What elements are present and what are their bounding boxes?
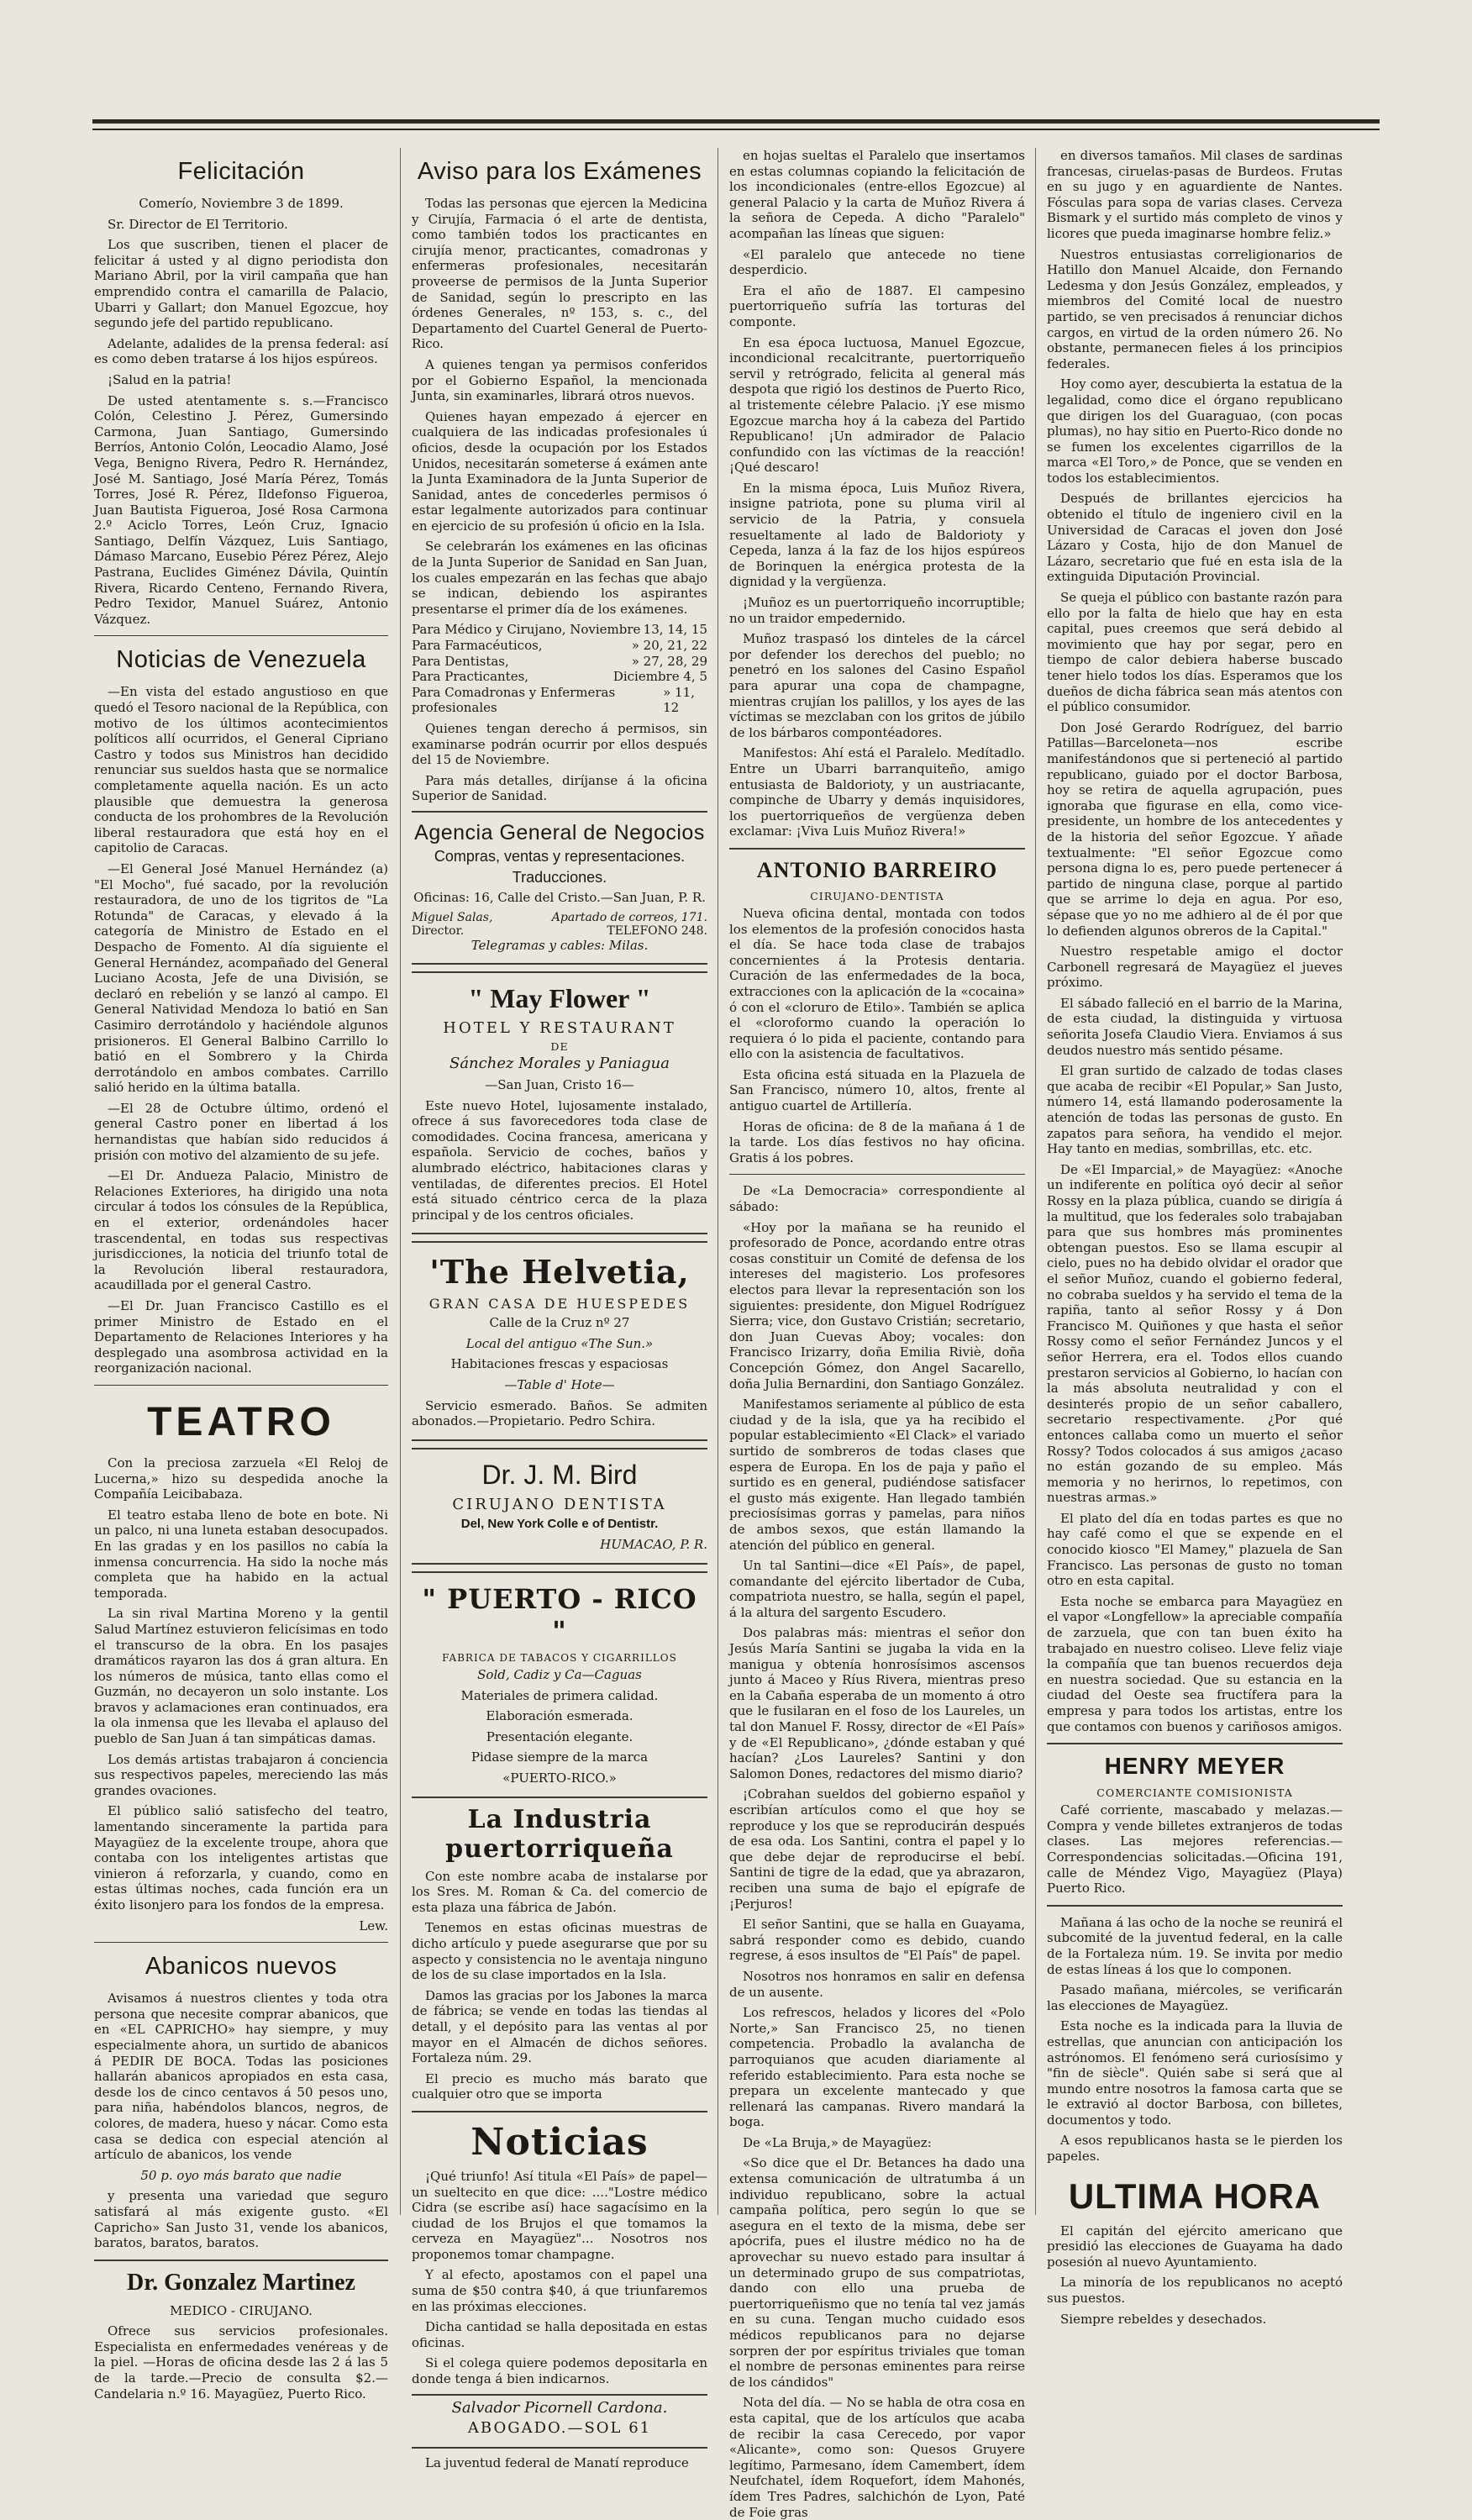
agencia-right1: Apartado de correos, 171.: [551, 910, 707, 924]
cont-p12: Esta noche se embarca para Mayagüez en el vapor «Longfellow» la apreciable compañía de zarzuela, que con tan buen éxito ha trabajado en nuestro coliseo. Lleve feliz viaje la compañía que tan buenos recuerdos deja en nuestra sociedad. Que su estancia en la ciudad del Oeste sea fructífera para la empresa y para todos los artistas, entre los que contamos con buenos y cariñosos amigos.: [1047, 1593, 1343, 1734]
abanicos-p1: Avisamos á nuestros clientes y toda otra persona que necesite comprar abanicos, que en «EL CAPRICHO» hay siempre, y muy especialmente ahora, un surtido de abanicos á PEDIR DE BOCA. Todas las posiciones hallarán abanicos apropiados en esta casa, desde los de cinco centavos á 50 pesos uno, para niña, habéndolos blancos, negros, de colores, de madera, hueso y nácar. Como esta casa se dedica con especial atención al artículo de abanicos, los vende: [94, 1991, 388, 2163]
venezuela-p5: —El Dr. Juan Francisco Castillo es el primer Ministro de Estado en el Departamento de Relaciones Interiores y ha desplegado una asombrosa actividad en la reorganización nacional.: [94, 1298, 388, 1376]
bird-l2: HUMACAO, P. R.: [600, 1537, 707, 1553]
gonzalez-heading: Dr. Gonzalez Martinez: [127, 2269, 355, 2296]
cont-p5: Se queja el público con bastante razón para ello por la falta de hielo que hay en esta capital, pues creemos que será debido al movimiento que hay por segar, pero en tiempo de calor debiera haberse buscado tener hielo todos los días. Esperamos que los dueños de dicha fábrica sean más atentos con el público consumidor.: [1047, 590, 1343, 715]
bruja-p3: Nota del día. — No se habla de otra cosa en esta capital, que de los artículos que acaba de recibir la casa Cerecedo, por vapor «Alicante», como son: Quesos Gruyere legítimo, Parmesano, ídem Camembert, ídem Neufchatel, ídem Roquefort, ídem Mahonés, ídem Tres Padres, salchichón de Lyon, Paté de Foie gras: [729, 2395, 1025, 2520]
felicitacion-signatories: De usted atentamente s. s.—Francisco Colón, Celestino J. Pérez, Gumersindo Carmona, Juan Santiago, Gumersindo Berríos, Antonio Colón, Leocadio Alamo, José Vega, Benigno Rivera, Pedro R. Hernández, José M. Santiago, José María Pérez, Tomás Torres, José R. Pérez, Ildefonso Figueroa, Juan Bautista Figueroa, José Rosa Carmona 2.º Aciclo Torres, León Cruz, Ignacio Santiago, Delfín Vázquez, Luis Santiago, Dámaso Marcano, Eusebio Pérez Pérez, Alejo Pastrana, Euclides Giménez Dávila, Quintín Rivera, Ricardo Centeno, Fernando Rivera, Pedro Texidor, Manuel Suárez, Antonio Vázquez.: [94, 392, 388, 627]
column-3: [729, 148, 1025, 2520]
schedule-row: Para Practicantes, Diciembre 4, 5: [412, 669, 707, 685]
felicitacion-p2: Adelante, adalides de la prensa federal: así es como deben tratarse á los hijos espúreos.: [94, 335, 388, 367]
democracia-p2: «Hoy por la mañana se ha reunido el profesorado de Ponce, acordando entre otras cosas constituir un Comité de defensa de los intereses del magisterio. Los profesores electos para llevar la representación son los siguientes: presidente, don Miguel Rodríguez Sierra; vice, don Gustavo Cristián; secretario, don Juan Cuevas Aboy; vocales: don Francisco Irizarry, doña Emilia Riviè, doña Concepción Gómez, don Angel Sacarello, doña Julia Bernardini, don Santiago González.: [729, 1219, 1025, 1392]
barreiro-sub: CIRUJANO-DENTISTA: [810, 889, 944, 902]
agencia-heading: Agencia General de Negocios: [414, 820, 705, 844]
helvetia-l4: —Table d' Hote—: [504, 1377, 615, 1393]
cont-p6: Don José Gerardo Rodríguez, del barrio Patillas—Barceloneta—nos escribe manifestándonos que si perteneció al partido republicano, guiado por el doctor Barbosa, hoy se retira de aquella agrupación, pues ignoraba que figurase en ella, como vice-presidente, un hombre de los antecedentes y de la historia del señor Egozcue. Y añade textualmente: "El señor Egozcue como persona digna lo es, pero puede pertenecer á partido de ninguna clase, porque al partido que se arrime lo deja en agua. Por eso, sépase que yo no me adhiero al de él por que lo defienden algunos obreros de la Capital.": [1047, 719, 1343, 939]
intro-p6: ¡Muñoz es un puertorriqueño incorruptible; no un traidor empedernido.: [729, 595, 1025, 626]
meyer-heading: HENRY MEYER: [1104, 1753, 1285, 1780]
agencia-line4: Telegramas y cables: Milas.: [471, 937, 649, 953]
santini-p4: El señor Santini, que se halla en Guayama, sabrá responder como es debido, cuando regrese, á esos insultos de "El País" de papel.: [729, 1917, 1025, 1964]
intro-p5: En la misma época, Luis Muñoz Rivera, insigne patriota, pone su pluma viril al servicio de la Patria, y consuela resueltamente al lado de Baldorioty y Cepeda, lanza á la faz de los hijos espúreos de Borinquen la enérgica protesta de la dignidad y la vergüenza.: [729, 480, 1025, 590]
cont-p10: De «El Imparcial,» de Mayagüez: «Anoche un indiferente en política oyó decir al señor Rossy en la plaza pública, cuando se dirigía á la multitud, que los federales solo trabajaban para que sus hombres más prominentes obtengan puestos. Eso se llama escupir al cielo, pues no ha debido olvidar el orador que el señor Muñoz, cuando el gobierno federal, no cobraba sueldos y ha servido el tema de la rapiña, tanto al señor Rossy y á Don Francisco M. Quiñones y que hasta el señor Rossy como el señor Fernández Juncos y el señor Herrera, era el. Todos ellos cuando prestaron servicios al Gobierno, lo hacían con la más absoluta neutralidad y con el desinterés propio de un señor caballero, secretario respectivamente. ¿Por qué entonces callaba como un muerto el señor Rossy? Todos colocados á sus amigos ¿acaso no están gozando de su empleo. Más memoria y no herirnos, lo repetimos, con nuestras armas.»: [1047, 1161, 1343, 1506]
teatro-p1: Con la preciosa zarzuela «El Reloj de Lucerna,» hizo su despedida anoche la Compañía Leicibabaza.: [94, 1455, 388, 1502]
column-divider: [1035, 148, 1036, 2215]
puertorico-l3: Elaboración esmerada.: [486, 1708, 633, 1724]
barreiro-p2: Esta oficina está situada en la Plazuela de San Francisco, número 10, altos, frente al antiguo cuartel de Artillería.: [729, 1066, 1025, 1114]
intro-p4: En esa época luctuosa, Manuel Egozcue, incondicional recalcitrante, puertorriqueño servil y retrógrado, felicita al general más despota que rigió los destinos de Puerto Rico, al tristemente célebre Palacio. ¡Y ese mismo Egozcue marcha hoy á la cabeza del Partido Republicano! ¡Un admirador de Palacio confundido con las víctimas de la reacción! ¡Qué descaro!: [729, 334, 1025, 476]
picornell-address: ABOGADO.—SOL 61: [467, 2419, 652, 2438]
puertorico-l2: Materiales de primera calidad.: [460, 1687, 659, 1703]
helvetia-l3: Habitaciones frescas y espaciosas: [450, 1356, 669, 1372]
intro-p2: «El paralelo que antecede no tiene desperdicio.: [729, 246, 1025, 278]
intro-p7: Muñoz traspasó los dinteles de la cárcel por defender los derechos del pueblo; no penetró en los salones del Casino Español para apurar una copa de champagne, mientras crujían los palillos, y los ayes de las víctimas se mezclaban con los gritos de júbilo de los bárbaros compontéadores.: [729, 631, 1025, 740]
exam-schedule: [412, 622, 707, 716]
separator: [94, 2260, 388, 2261]
bird-ad: [412, 1448, 707, 1565]
gonzalez-sub: MEDICO - CIRUJANO.: [170, 2302, 313, 2318]
helvetia-l2: Local del antiguo «The Sun.»: [465, 1335, 654, 1351]
agencia-ad: [412, 811, 707, 965]
mayflower-p1: Este nuevo Hotel, lujosamente instalado, ofrece á sus favorecedores toda clase de comodidades. Cocina francesa, americana y española. Servicio de coches, baños y alumbrado eléctrico, habitaciones claras y ventiladas, de diferentes precios. El Hotel está situado céntrico cerca de la plaza principal y de los centros oficiales.: [412, 1097, 707, 1223]
helvetia-l1: Calle de la Cruz nº 27: [489, 1315, 630, 1331]
separator: [94, 1385, 388, 1386]
puertorico-l6: «PUERTO-RICO.»: [502, 1770, 617, 1786]
bird-heading: Dr. J. M. Bird: [481, 1459, 638, 1490]
helvetia-l5: Servicio esmerado. Baños. Se admiten abonados.—Propietario. Pedro Schira.: [412, 1397, 707, 1429]
santini-p2: Dos palabras más: mientras el señor don Jesús María Santini se jugaba la vida en la manigua y obtenía honrosísimos ascensos junto á Maceo y Ríus Rivera, mientras preso en la Cabaña esperaba de un momento á otro que le fusilaran en el foso de los Laureles, un tal don Manuel F. Rossy, director de «El País» y de «El Republicano», ¿dónde estaban y qué hacían? ¿Los Laureles? Santini y don Salomon Dones, redactores del mismo diario?: [729, 1625, 1025, 1781]
meyer-p1: Café corriente, mascabado y melazas.—Compra y vende billetes extranjeros de todas clases. Las mejores referencias.—Correspondencias solicitadas.—Oficina 191, calle de Méndez Vigo, Mayagüez (Playa) Puerto Rico.: [1047, 1802, 1343, 1897]
agencia-line3: Oficinas: 16, Calle del Cristo.—San Juan, P. R.: [413, 890, 706, 906]
noticias-heading: Noticias: [471, 2120, 649, 2164]
puertorico-heading: " PUERTO - RICO ": [422, 1583, 697, 1648]
santini-p5: Nosotros nos honramos en salir en defensa de un ausente.: [729, 1968, 1025, 2000]
barreiro-p3: Horas de oficina: de 8 de la mañana á 1 de la tarde. Los días festivos no hay oficina. Gratis á los pobres.: [729, 1118, 1025, 1165]
noticias-p1: ¡Qué triunfo! Así titula «El País» de papel— un sueltecito en que dice: ...."Lostre médico Cidra (se escribe así) hace sagacísimo en la ciudad de los Brujos el que tomamos la cerveza en Mayagüez"... Nosotros nos proponemos tomar champagne.: [412, 2168, 707, 2262]
separator: [729, 1174, 1025, 1175]
aviso-p6: Para más detalles, diríjanse á la oficina Superior de Sanidad.: [412, 772, 707, 804]
separator: [94, 635, 388, 636]
schedule-row: Para Médico y Cirujano, Noviembre 13, 14, 15: [412, 622, 707, 638]
separator: [94, 1942, 388, 1943]
democracia-p1: De «La Democracia» correspondiente al sábado:: [729, 1183, 1025, 1215]
noticias-p5: La juventud federal de Manatí reproduce: [425, 2454, 689, 2470]
venezuela-p2: —El General José Manuel Hernández (a) "El Mocho", fué sacado, por la revolución restauradora, de uno de los tigritos de "La Rotunda" de Caracas, y elevado á la categoría de Ministro de Estado en el Despacho de Fomento. Al día siguiente el General Hernández, acompañado del General Luciano Acosta, Jefe de una División, se declaró en rebelión y se lanzó al campo. El General Natividad Mendoza lo batió en San Casimiro derrotándolo y haciéndole algunos prisioneros. El General Balbino Carrillo lo batió en el Sombrero y la Chirda derrotándolo en ambos combates. Carrillo salió herido en la última batalla.: [94, 860, 388, 1096]
santini-p3: ¡Cobrahan sueldos del gobierno español y escribían artículos como el que hoy se reproduce y los que se reproducirán después de esa oda. Los Santini, contra el papel y lo que debe dejar de reproducirse el bebí. Santini de tigre de la edad, que ya abrazaron, reciben una suma de bajo el epígrafe de ¡Perjuros!: [729, 1786, 1025, 1912]
abanicos-heading: Abanicos nuevos: [145, 1953, 338, 1981]
mayflower-sub: HOTEL Y RESTAURANT: [443, 1019, 676, 1038]
column-1: [94, 148, 388, 2402]
barreiro-heading: ANTONIO BARREIRO: [756, 857, 998, 882]
mayflower-owners: Sánchez Morales y Paniagua: [449, 1055, 670, 1073]
puertorico-sub: FABRICA DE TABACOS Y CIGARRILLOS: [442, 1652, 677, 1665]
column-4: [1047, 148, 1343, 2327]
industria-heading: La Industria puertorriqueña: [445, 1804, 674, 1864]
abanicos-p3: y presenta una variedad que seguro satisfará al más exigente gusto. «El Capricho» San Justo 31, vende los abanicos, baratos, baratos, baratos.: [94, 2188, 388, 2251]
venezuela-p3: —El 28 de Octubre último, ordenó el general Castro poner en libertad á los hernandistas que habían sido reducidos á prisión con motivo del alzamiento de su jefe.: [94, 1100, 388, 1163]
after-p2: Pasado mañana, miércoles, se verificarán las elecciones de Mayagüez.: [1047, 1982, 1343, 2013]
teatro-p2: El teatro estaba lleno de bote en bote. Ni un palco, ni una luneta estaban desocupados. En las gradas y en los pasillos no cabía la inmensa concurrencia. Ha sido la noche más completa que ha habido en la actual temporada.: [94, 1507, 388, 1601]
felicitacion-p1: Los que suscriben, tienen el placer de felicitar á usted y al digno periodista don Mariano Abril, por la viril campaña que han emprendido contra el camarilla de Palacio, Ubarri y Gallart; don Manuel Egozcue, hoy segundo jefe del partido republicano.: [94, 237, 388, 331]
meyer-sub: COMERCIANTE COMISIONISTA: [1096, 1786, 1293, 1800]
venezuela-heading: Noticias de Venezuela: [116, 646, 366, 674]
separator: [1047, 1743, 1343, 1744]
teatro-heading: TEATRO: [147, 1399, 335, 1444]
cont-p8: El sábado falleció en el barrio de la Marina, de esta ciudad, la distinguida y virtuosa señorita Josefa Claudio Viera. Enviamos á sus deudos nuestro más sentido pésame.: [1047, 995, 1343, 1058]
aviso-heading: Aviso para los Exámenes: [417, 158, 702, 185]
mayflower-heading: " May Flower ": [468, 983, 651, 1014]
felicitacion-p3: ¡Salud en la patria!: [108, 371, 232, 387]
cont-p4: Después de brillantes ejercicios ha obtenido el título de ingeniero civil en la Universidad de Caracas el joven don José Lázaro y Costa, hijo de don Manuel de Lázaro, secretario que fué en esta isla de la extinguida Diputación Provincial.: [1047, 491, 1343, 585]
felicitacion-salutation: Sr. Director de El Territorio.: [108, 216, 288, 232]
cont-p1: en diversos tamaños. Mil clases de sardinas francesas, ciruelas-pasas de Burdeos. Frutas en su jugo y en aguardiente de Nantes. Fósculas para sopa de varias clases. Cerveza Bismark y el surtido más completo de vinos y licores que pueda imaginarse hombre feliz.»: [1047, 148, 1343, 241]
polo-p1: Los refrescos, helados y licores del «Polo Norte,» San Francisco 25, no tienen competencia. Probadlo la avalancha de parroquianos que acuden diariamente al referido establecimiento. Para esta noche se prepara un excelente mantecado y que rellenará las campanas. Rivero mandará la boga.: [729, 2005, 1025, 2130]
mayflower-ad: [412, 971, 707, 1234]
democracia-p3: Manifestamos seriamente al público de esta ciudad y de la isla, que ya ha recibido el popular establecimiento «El Clack» el variado surtido de sombreros de todas clases que espera de Europa. En los de paja y paño el surtido es en general, pudiéndose satisfacer el gusto más exigente. Han llegado también preciosísimas gorras y pamelas, para niños de ambos sexos, que están llamando la atención del público en general.: [729, 1397, 1025, 1553]
venezuela-p1: —En vista del estado angustioso en que quedó el Tesoro nacional de la República, con motivo de los últimos acontecimientos políticos allí ocurridos, el General Cipriano Castro y todos sus Ministros han decidido renunciar sus sueldos hasta que se normalice completamente aquella nación. Es un acto plausible que demuestra la generosa conducta de los prohombres de la Revolución liberal restauradora que está hoy en el capitolio de Caracas.: [94, 684, 388, 856]
intro-p3: Era el año de 1887. El campesino puertorriqueño sufría las torturas del componte.: [729, 282, 1025, 329]
industria-p2: Tenemos en estas oficinas muestras de dicho artículo y puede asegurarse que por su aspecto y consistencia no le aventaja ninguno de los de su clase importados en la Isla.: [412, 1920, 707, 1983]
agencia-line2: Traducciones.: [512, 868, 607, 886]
intro-p1: en hojas sueltas el Paralelo que insertamos en estas columnas copiando la felicitación de los incondicionales (entre-ellos Egozcue) al general Palacio y la carta de Muñoz Rivera á la señora de Cepeda. A dicho "Paralelo" acompañan las líneas que siguen:: [729, 148, 1025, 241]
cont-p2: Nuestros entusiastas correligionarios de Hatillo don Manuel Alcaide, don Fernando Ledesma y don Jesús González, empleados, y miembros del Comité local de nuestro partido, se ven precisados á renunciar dichos cargos, en virtud de la orden número 26. No obstante, permanecen fieles á los principios federales.: [1047, 246, 1343, 371]
cont-p9: El gran surtido de calzado de todas clases que acaba de recibir «El Popular,» San Justo, número 14, está llamando poderosamente la atención de todas las personas de gusto. En zapatos para señora, ha vendido el mejor. Hay tanto en medias, sombrillas, etc. etc.: [1047, 1063, 1343, 1157]
separator: [729, 848, 1025, 850]
schedule-row: Para Dentistas, » 27, 28, 29: [412, 653, 707, 669]
mayflower-city: —San Juan, Cristo 16—: [485, 1076, 634, 1092]
puertorico-l5: Pidase siempre de la marca: [471, 1749, 649, 1765]
felicitacion-heading: Felicitación: [177, 158, 305, 185]
aviso-p5: Quienes tengan derecho á permisos, sin examinarse podrán ocurrir por ellos después del 15 de Noviembre.: [412, 721, 707, 768]
felicitacion-dateline: Comerío, Noviembre 3 de 1899.: [139, 196, 344, 211]
separator: [412, 2111, 707, 2112]
agencia-contacts-2: [412, 924, 707, 938]
helvetia-heading: 'The Helvetia,: [429, 1253, 690, 1292]
noticias-p2: Y al efecto, apostamos con el papel una suma de $50 contra $40, á que triunfaremos en las próximas elecciones.: [412, 2267, 707, 2314]
picornell-name: Salvador Picornell Cardona.: [451, 2398, 668, 2417]
aviso-p2: A quienes tengan ya permisos conferidos por el Gobierno Español, la mencionada Junta, sin examinarles, librará otros nuevos.: [412, 356, 707, 404]
gonzalez-p1: Ofrece sus servicios profesionales. Especialista en enfermedades venéreas y de la piel. —Horas de oficina desde las 2 á las 5 de la tarde.—Precio de consulta $2.—Candelaria n.º 16. Mayagüez, Puerto Rico.: [94, 2323, 388, 2402]
helvetia-ad: [412, 1241, 707, 1441]
column-divider: [400, 148, 401, 2215]
industria-p3: Damos las gracias por los Jabones la marca de fábrica; se vende en todas las tiendas al detall, y el depósito para las ventas al por mayor en el Almacén de dichos señores. Fortaleza núm. 29.: [412, 1987, 707, 2066]
ultima-p2: La minoría de los republicanos no aceptó sus puestos.: [1047, 2275, 1343, 2307]
bruja-p1: De «La Bruja,» de Mayagüez:: [743, 2134, 932, 2150]
intro-p8: Manifestos: Ahí está el Paralelo. Medítadlo. Entre un Ubarri barranquiteño, amigo entusiasta de Baldorioty, y un austriacante, compinche de Ubarry y demás inquisidores, los puertorriqueños de vergüenza deben exclamar: ¡Viva Luis Muñoz Rivera!»: [729, 745, 1025, 839]
helvetia-sub: GRAN CASA DE HUESPEDES: [428, 1296, 691, 1313]
ultima-p1: El capitán del ejército americano que presidió las elecciones de Guayama ha dado posesión al nuevo Ayuntamiento.: [1047, 2223, 1343, 2270]
after-p3: Esta noche es la indicada para la lluvia de estrellas, que anuncian con anticipación los astrónomos. El fenómeno será curiosísimo y "fin de siècle". Quién sabe si será que al mundo entre nosotros la famosa carta que se le extravió al doctor Barbosa, con billetes, documentos y todo.: [1047, 2018, 1343, 2128]
top-rule: [92, 119, 1380, 124]
after-p4: A esos republicanos hasta se le pierden los papeles.: [1047, 2133, 1343, 2165]
cont-p3: Hoy como ayer, descubierta la estatua de la legalidad, como dice el órgano republicano que dirigen los del Guaraguao, (con pocas plumas), no hay sitio en Puerto-Rico donde no se fumen los excelentes cigarrillos de la marca «El Toro,» de Ponce, que se venden en todos los establecimientos.: [1047, 376, 1343, 486]
teatro-signature: Lew.: [359, 1918, 388, 1933]
agencia-line1: Compras, ventas y representaciones.: [434, 847, 686, 865]
puertorico-ad: [412, 1571, 707, 1798]
noticias-p3: Dicha cantidad se halla depositada en estas oficinas.: [412, 2319, 707, 2350]
venezuela-p4: —El Dr. Andueza Palacio, Ministro de Relaciones Exteriores, ha dirigido una nota circular á todos los cónsules de la República, en el exterior, ordenándoles hacer trascendental, en todas sus respectivas jurisdicciones, la noticia del triunfo total de la Revolución liberal restauradora, acaudillada por el general Castro.: [94, 1168, 388, 1293]
mayflower-de: DE: [550, 1040, 569, 1054]
noticias-p4: Si el colega quiere podemos depositarla en donde tenga á bien indicarnos.: [412, 2355, 707, 2387]
agencia-left2: Director.: [412, 923, 465, 938]
bruja-p2: «So dice que el Dr. Betances ha dado una extensa comunicación de ultratumba á un individuo republicano, sobre la actual campaña política, pero según lo que se asegura en el texto de la misma, debe ser apócrifa, pues el ilustre médico no ha de aprovechar su nuevo estado para insultar á un determinado grupo de sus compatriotas, dando con ello una prueba de puertorriqueñismo que no tenía tal vez jamás en su cuna. Tengan mucho cuidado esos médicos republicanos para no dejarse sorpren der por espíritus triviales que toman el nombre de personas eminentes para reirse de los cándidos": [729, 2155, 1025, 2390]
bird-sub: CIRUJANO DENTISTA: [452, 1495, 667, 1513]
aviso-p3: Quienes hayan empezado á ejercer en cualquiera de las indicadas profesionales ú oficios, desde la ocupación por los Estados Unidos, necesitarán someterse á exámen ante la Junta Examinadora de la Junta Superior de Sanidad, antes de concederles permisos ó estar legalmente autorizados para continuar en ejercicio de su profesión ú oficio en la Isla.: [412, 408, 707, 534]
teatro-p4: Los demás artistas trabajaron á conciencia sus respectivos papeles, mereciendo las más grandes ovaciones.: [94, 1751, 388, 1798]
cont-p7: Nuestro respetable amigo el doctor Carbonell regresará de Mayagüez el jueves próximo.: [1047, 944, 1343, 991]
industria-p4: El precio es mucho más barato que cualquier otro que se importa: [412, 2070, 707, 2102]
schedule-row: Para Comadronas y Enfermeras profesionales » 11, 12: [412, 684, 695, 716]
teatro-p5: El público salió satisfecho del teatro, lamentando sinceramente la partida para Mayagüez de la excelente troupe, ahora que contaba con los inteligentes artistas que vinieron á reforzarla, y cuando, como en estas últimas noches, cada función era un éxito lisonjero para los fondos de la empresa.: [94, 1803, 388, 1912]
teatro-p3: La sin rival Martina Moreno y la gentil Salud Martínez estuvieron felicísimas en todo el transcurso de la obra. En los pasajes dramáticos rayaron las dos á gran altura. En los números de música, tanto ellas como el Guzmán, no decayeron un solo instante. Los bravos y aclamaciones eran continuados, era la ola inmensa que les llevaba el aplauso del pueblo de San Juan á tan simpáticas damas.: [94, 1606, 388, 1747]
ultima-p3: Siempre rebeldes y desechados.: [1060, 2311, 1267, 2327]
industria-p1: Con este nombre acaba de instalarse por los Sres. M. Roman & Ca. del comercio de esta plaza una fábrica de Jabón.: [412, 1868, 707, 1915]
schedule-row: Para Farmacéuticos, » 20, 21, 22: [412, 638, 707, 654]
after-p1: Mañana á las ocho de la noche se reunirá el subcomité de la juventud federal, en la calle de la Fortaleza núm. 19. Se invita por medio de estas líneas á los que lo componen.: [1047, 1914, 1343, 1977]
column-2: [412, 148, 707, 2470]
agencia-left1: Miguel Salas,: [412, 910, 493, 924]
aviso-p1: Todas las personas que ejercen la Medicina y Cirujía, Farmacia ó el arte de dentista, como también todos los practicantes en cirujía menor, practicantes, comadronas y enfermeras profesionales, necesitarán proveerse de permisos de la Junta Superior de Sanidad, según lo prescripto en las órdenes Generales, nº 153, s. c., del Departamento del Cuartel General de Puerto-Rico.: [412, 196, 707, 352]
ultima-hora-heading: ULTIMA HORA: [1068, 2175, 1322, 2216]
puertorico-l1: Sold, Cadiz y Ca—Caguas: [477, 1667, 642, 1683]
top-rule-thin: [92, 129, 1380, 130]
abanicos-p2: 50 p. oyo más barato que nadie: [140, 2167, 342, 2183]
bird-l1: Del, New York Colle e of Dentistr.: [460, 1516, 659, 1531]
picornell-card: [412, 2394, 707, 2449]
puertorico-l4: Presentación elegante.: [486, 1728, 633, 1744]
barreiro-p1: Nueva oficina dental, montada con todos los elementos de la profesión conocidos hasta el día. Se hace toda clase de trabajos concernientes á la Protesis dentaria. Curación de las enfermedades de la boca, extracciones con la aplicación de la «cocaina» ó con el «cloruro de Etilo». También se aplica el «cloroformo cuando la operación lo requiera ó lo pida el paciente, contando para ello con la asistencia de facultativos.: [729, 905, 1025, 1062]
agencia-contacts: [412, 911, 707, 924]
santini-p1: Un tal Santini—dice «El País», de papel, comandante del ejército libertador de Cuba, compatriota nuestro, se halla, según el papel, á la altura del sargento Escudero.: [729, 1558, 1025, 1620]
cont-p11: El plato del día en todas partes es que no hay café como el que se expende en el conocido kiosco "El Mamey," plazuela de San Francisco. Las personas de gusto no toman otro en esta capital.: [1047, 1510, 1343, 1589]
agencia-right2: TELEFONO 248.: [607, 923, 707, 938]
aviso-p4: Se celebrarán los exámenes en las oficinas de la Junta Superior de Sanidad en San Juan, los cuales empezarán en las fechas que abajo se indican, debiendo los aspirantes presentarse el primer día de los exámenes.: [412, 539, 707, 617]
separator: [1047, 1905, 1343, 1907]
